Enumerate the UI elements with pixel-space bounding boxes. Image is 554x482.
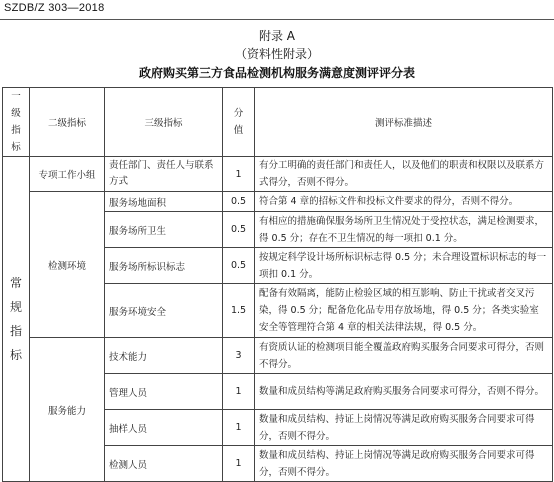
level3-cell: 检测人员 [105, 446, 223, 482]
header-level3: 三级指标 [105, 88, 223, 157]
score-cell: 1 [223, 410, 255, 446]
criteria-cell: 符合第 4 章的招标文件和投标文件要求的得分，否则不得分。 [255, 192, 553, 212]
level3-cell: 服务场地面积 [105, 192, 223, 212]
table-row [3, 338, 553, 374]
level2-cell: 检测环境 [30, 192, 105, 338]
score-cell: 3 [223, 338, 255, 374]
level1-cell: 常规指标 [3, 157, 30, 482]
level3-cell: 抽样人员 [105, 410, 223, 446]
level3-cell: 服务场所卫生 [105, 212, 223, 248]
level2-cell: 专项工作小组 [30, 157, 105, 192]
level3-cell: 技术能力 [105, 338, 223, 374]
score-cell: 0.5 [223, 248, 255, 284]
header-criteria: 测评标准描述 [255, 88, 553, 157]
criteria-cell: 有相应的措施确保服务场所卫生情况处于受控状态，满足检测要求，得 0.5 分；存在不卫生情况的每一项扣 0.1 分。 [255, 212, 553, 248]
header-rule [0, 19, 554, 20]
criteria-cell: 数量和成员结构、持证上岗情况等满足政府购买服务合同要求可得分，否则不得分。 [255, 446, 553, 482]
score-cell: 1 [223, 157, 255, 192]
table-header-row [3, 88, 553, 157]
score-cell: 0.5 [223, 192, 255, 212]
document-code: SZDB/Z 303—2018 [4, 2, 105, 14]
evaluation-table [2, 87, 553, 482]
criteria-cell: 有资质认证的检测项目能全覆盖政府购买服务合同要求可得分，否则不得分。 [255, 338, 553, 374]
header-level1: 一级指标 [3, 88, 30, 157]
criteria-cell: 数量和成员结构、持证上岗情况等满足政府购买服务合同要求可得分，否则不得分。 [255, 410, 553, 446]
level2-cell: 服务能力 [30, 338, 105, 482]
level3-cell: 管理人员 [105, 374, 223, 410]
criteria-cell: 数量和成员结构等满足政府购买服务合同要求可得分，否则不得分。 [255, 374, 553, 410]
table-row [3, 157, 553, 192]
appendix-subtitle: （资料性附录） [234, 47, 319, 61]
level3-cell: 责任部门、责任人与联系方式 [105, 157, 223, 192]
header-level2: 二级指标 [30, 88, 105, 157]
score-cell: 0.5 [223, 212, 255, 248]
header-score: 分值 [223, 88, 255, 157]
score-cell: 1 [223, 374, 255, 410]
criteria-cell: 配备有效隔离，能防止检验区域的相互影响、防止干扰或者交叉污染，得 0.5 分；配备危化品专用存放场地，得 0.5 分；各类实验室安全等管理符合第 4 章的相关法律法规，得 0.5 分。 [255, 284, 553, 338]
table-title: 政府购买第三方食品检测机构服务满意度测评评分表 [138, 66, 415, 80]
criteria-cell: 有分工明确的责任部门和责任人，以及他们的职责和权限以及联系方式得分，否则不得分。 [255, 157, 553, 192]
table-row [3, 192, 553, 212]
appendix-title: 附录 A [258, 29, 296, 43]
score-cell: 1 [223, 446, 255, 482]
level3-cell: 服务环境安全 [105, 284, 223, 338]
criteria-cell: 按规定科学设计场所标识标志得 0.5 分；未合理设置标识标志的每一项扣 0.1 分。 [255, 248, 553, 284]
score-cell: 1.5 [223, 284, 255, 338]
level3-cell: 服务场所标识标志 [105, 248, 223, 284]
